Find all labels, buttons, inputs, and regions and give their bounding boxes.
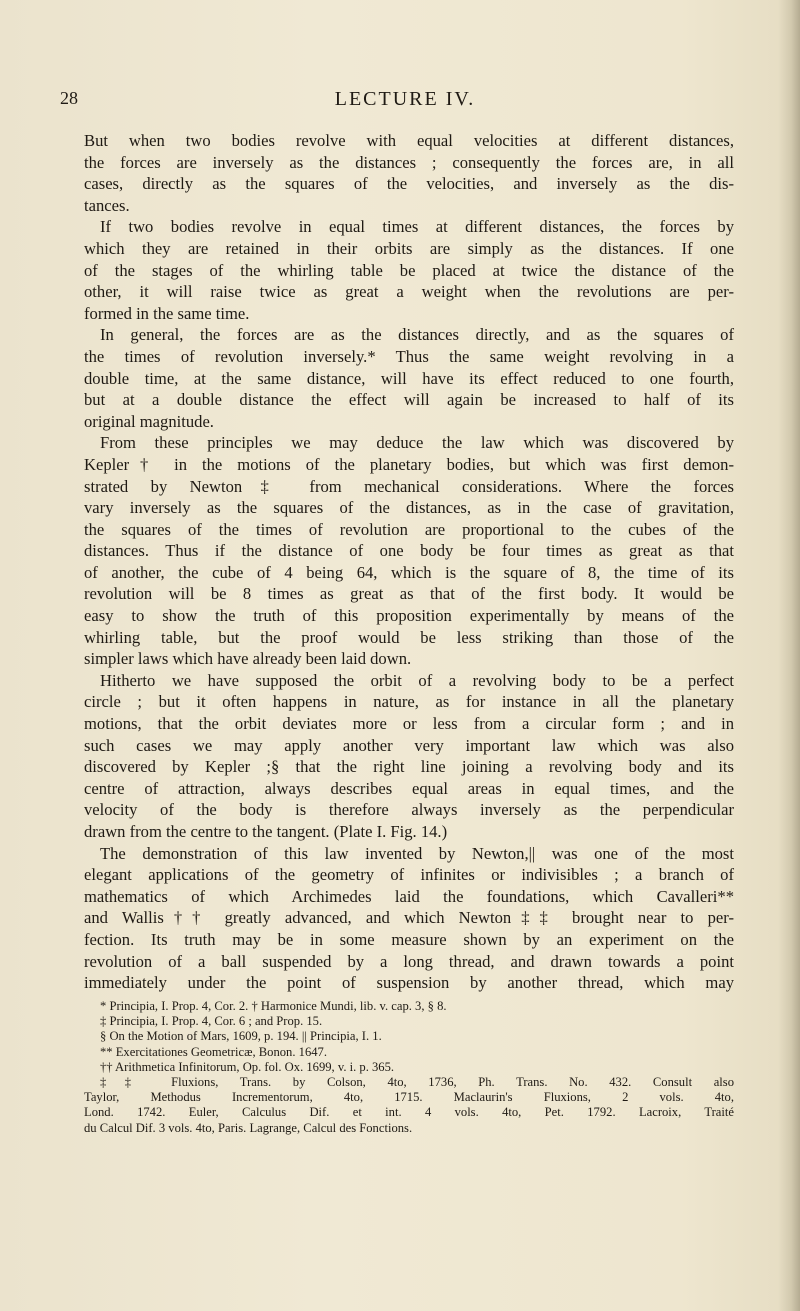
text-line: velocity of the body is therefore always inversely as the perpendicular	[84, 800, 734, 820]
text-line: But when two bodies revolve with equal velocities at different distances,	[84, 131, 734, 150]
footnote-line: du Calcul Dif. 3 vols. 4to, Paris. Lagrange, Calcul des Fonctions.	[84, 1120, 413, 1135]
text-line: simpler laws which have already been laid down.	[84, 649, 412, 669]
text-line: double time, at the same distance, will have its effect reduced to one fourth,	[84, 368, 734, 388]
footnote-line: * Principia, I. Prop. 4, Cor. 2. † Harmonice Mundi, lib. v. cap. 3, § 8.	[100, 999, 447, 1013]
text-line: Kepler† in the motions of the planetary bodies, but which was first demon-	[84, 454, 734, 474]
footnote-line: ‡ Principia, I. Prop. 4, Cor. 6 ; and Prop. 15.	[100, 1014, 323, 1029]
footnote-line: § On the Motion of Mars, 1609, p. 194. || Principia, I. 1.	[100, 1029, 382, 1044]
text-line: the times of revolution inversely.* Thus the same weight revolving in a	[84, 346, 734, 366]
text-line: the squares of the times of revolution are proportional to the cubes of the	[84, 519, 734, 539]
text-line: elegant applications of the geometry of infinites or indivisibles ; a branch of	[84, 865, 734, 885]
running-header	[60, 88, 750, 118]
footnotes	[84, 999, 734, 1136]
text-line: revolution of a ball suspended by a long thread, and drawn towards a point	[84, 951, 734, 971]
text-line: If two bodies revolve in equal times at different distances, the forces by	[100, 217, 734, 237]
footnote-line: Taylor, Methodus Incrementorum, 4to, 1715. Maclaurin's Fluxions, 2 vols. 4to,	[84, 1090, 734, 1105]
text-line: original magnitude.	[84, 411, 214, 431]
text-line: cases, directly as the squares of the velocities, and inversely as the dis-	[84, 174, 734, 194]
text-line: and Wallis†† greatly advanced, and which Newton‡‡ brought near to per-	[84, 908, 734, 928]
text-line: which they are retained in their orbits are simply as the distances. If one	[84, 238, 734, 258]
text-line: The demonstration of this law invented by Newton,|| was one of the most	[100, 843, 734, 863]
text-line: centre of attraction, always describes equal areas in equal times, and the	[84, 778, 734, 798]
text-line: tances.	[84, 195, 130, 215]
text-line: revolution will be 8 times as great as that of the first body. It would be	[84, 584, 734, 604]
text-line: mathematics of which Archimedes laid the foundations, which Cavalleri**	[84, 886, 734, 906]
text-line: Hitherto we have supposed the orbit of a revolving body to be a perfect	[100, 670, 734, 690]
text-line: distances. Thus if the distance of one body be four times as great as that	[84, 541, 734, 561]
text-line: the forces are inversely as the distances ; consequently the forces are, in all	[84, 152, 734, 172]
text-line: circle ; but it often happens in nature, as for instance in all the planetary	[84, 692, 734, 712]
body-text	[84, 130, 734, 994]
text-line: but at a double distance the effect will again be increased to half of its	[84, 390, 734, 410]
text-line: easy to show the truth of this proposition experimentally by means of the	[84, 606, 734, 626]
text-line: motions, that the orbit deviates more or less from a circular form ; and in	[84, 714, 734, 734]
footnote-line: ‡‡ Fluxions, Trans. by Colson, 4to, 1736, Ph. Trans. No. 432. Consult also	[100, 1074, 734, 1089]
footnote-line: ** Exercitationes Geometricæ, Bonon. 1647.	[100, 1044, 327, 1059]
text-line: formed in the same time.	[84, 303, 250, 323]
page-edge-shadow	[778, 0, 800, 1311]
page-number: 28	[60, 88, 78, 108]
text-line: In general, the forces are as the distances directly, and as the squares of	[100, 325, 734, 345]
text-line: immediately under the point of suspension by another thread, which may	[84, 973, 734, 993]
text-line: other, it will raise twice as great a weight when the revolutions are per-	[84, 282, 734, 302]
footnote-line: Lond. 1742. Euler, Calculus Dif. et int. 4 vols. 4to, Pet. 1792. Lacroix, Traité	[84, 1105, 734, 1120]
text-line: fection. Its truth may be in some measure shown by an experiment on the	[84, 929, 734, 949]
text-line: strated by Newton‡ from mechanical considerations. Where the forces	[84, 476, 734, 496]
text-line: of the stages of the whirling table be placed at twice the distance of the	[84, 260, 734, 280]
text-line: such cases we may apply another very important law which was also	[84, 735, 734, 755]
text-line: From these principles we may deduce the law which was discovered by	[100, 433, 734, 453]
chapter-title: LECTURE IV.	[334, 88, 476, 110]
text-line: vary inversely as the squares of the distances, as in the case of gravitation,	[84, 498, 734, 518]
text-line: discovered by Kepler ;§ that the right line joining a revolving body and its	[84, 757, 734, 777]
text-line: drawn from the centre to the tangent. (Plate I. Fig. 14.)	[84, 822, 448, 841]
footnote-line: †† Arithmetica Infinitorum, Op. fol. Ox. 1699, v. i. p. 365.	[100, 1059, 395, 1074]
text-line: whirling table, but the proof would be less striking than those of the	[84, 627, 734, 647]
text-line: of another, the cube of 4 being 64, which is the square of 8, the time of its	[84, 562, 734, 582]
